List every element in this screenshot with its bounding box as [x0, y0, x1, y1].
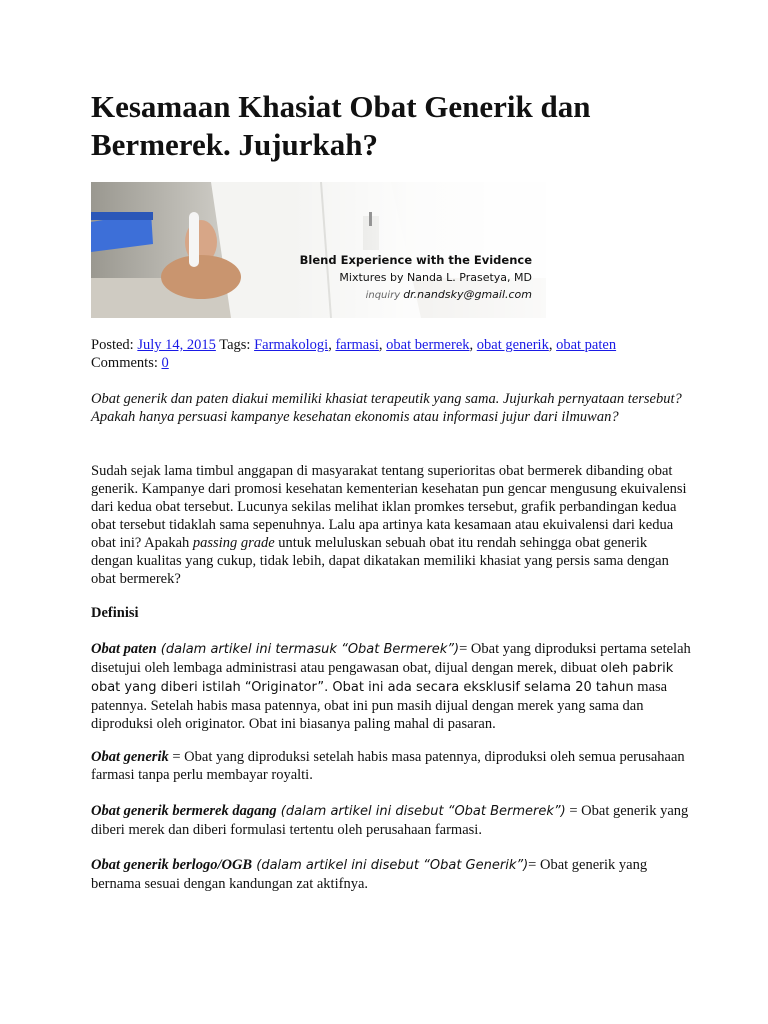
tag-link-obat-generik[interactable]: obat generik: [476, 337, 549, 353]
inquiry-label: inquiry: [365, 290, 401, 301]
hero-author: Mixtures by Nanda L. Prasetya, MD: [339, 271, 532, 284]
note-obat-generik-bermerek: (dalam artikel ini disebut “Obat Bermerek”): [276, 804, 566, 819]
intro-paragraph: Obat generik dan paten diakui memiliki khasiat terapeutik yang sama. Jujurkah pernyataan tersebut? Apakah hanya persuasi kampanye kesehatan ekonomis atau informasi jujur dari ilmuwan?: [91, 391, 682, 425]
def-text-bermerek: = Obat generik yang diberi merek dan diberi formulasi tertentu oleh perusahaan farmasi.: [91, 803, 689, 838]
body-text-2: untuk meluluskan sebuah obat itu rendah sehingga obat generik dengan kualitas yang cukup, tidak lebih, dapat dikatakan memiliki khasiat yang persis sama dengan obat bermerek?: [91, 535, 669, 587]
note-obat-paten: (dalam artikel ini termasuk “Obat Bermerek”): [156, 642, 460, 657]
post-date-link[interactable]: July 14, 2015: [137, 337, 216, 353]
note-ogb: (dalam artikel ini disebut “Obat Generik”): [252, 858, 529, 873]
def-text-paten-2: masa patennya. Setelah habis masa patennya, obat ini pun masih dijual dengan merek yang sama dan diproduksi oleh originator. Obat ini biasanya paling mahal di pasaran.: [91, 679, 668, 732]
term-obat-generik: Obat generik: [91, 749, 169, 765]
hero-email: dr.nandsky@gmail.com: [403, 288, 532, 301]
tags-label: Tags:: [219, 337, 251, 353]
def-text-paten-sans: oleh pabrik obat yang diberi istilah “Originator”. Obat ini ada secara eksklusif selama 20 tahun: [91, 661, 674, 695]
term-obat-paten: Obat paten: [91, 641, 157, 657]
comments-count-link[interactable]: 0: [161, 355, 169, 371]
def-text-generik: = Obat yang diproduksi setelah habis masa patennya, diproduksi oleh semua perusahaan farmasi tanpa perlu membayar royalti.: [91, 749, 685, 783]
body-text-1: Sudah sejak lama timbul anggapan di masyarakat tentang superioritas obat bermerek dibanding obat generik. Kampanye dari promosi kesehatan kementerian kesehatan pun gencar mengusung ekuivalensi dari kedua obat tersebut. Lucunya sekilas melihat iklan promkes tersebut, grafik perbandingan kedua obat tersebut tidaklah sama sepenuhnya. Lalu apa artinya kata kesamaan atau ekuivalensi dari kedua obat ini? Apakah: [91, 463, 687, 551]
term-ogb: Obat generik berlogo/OGB: [91, 857, 253, 873]
definition-obat-generik: [91, 748, 691, 784]
post-meta: Posted: July 14, 2015 Tags: Farmakologi, farmasi, obat bermerek, obat generik, obat paten Comments: 0: [91, 337, 617, 371]
comments-label: Comments:: [91, 355, 158, 371]
hero-caption: [300, 252, 532, 304]
article-title: Kesamaan Khasiat Obat Generik dan Bermerek. Jujurkah?: [91, 89, 591, 162]
body-emphasis: passing grade: [192, 535, 275, 551]
tag-link-obat-bermerek[interactable]: obat bermerek: [386, 337, 470, 353]
section-heading-definisi: Definisi: [91, 605, 139, 621]
posted-label: Posted:: [91, 337, 134, 353]
body-paragraph: [91, 462, 691, 588]
tag-link-farmasi[interactable]: farmasi: [335, 337, 379, 353]
definition-obat-generik-bermerek: [91, 802, 691, 839]
def-text-ogb: = Obat generik yang bernama sesuai dengan kandungan zat aktifnya.: [91, 857, 648, 892]
definition-ogb: [91, 856, 691, 893]
def-text-paten-1: = Obat yang diproduksi pertama setelah disetujui oleh lembaga administrasi atau pengawasan obat, dijual dengan merek, dibuat: [91, 641, 691, 676]
hero-tagline: Blend Experience with the Evidence: [299, 253, 532, 267]
tag-link-farmakologi[interactable]: Farmakologi: [254, 337, 329, 353]
term-obat-generik-bermerek: Obat generik bermerek dagang: [91, 803, 277, 819]
hero-image: [91, 182, 546, 318]
tag-link-obat-paten[interactable]: obat paten: [556, 337, 617, 353]
hero-contact: [300, 286, 532, 304]
definition-obat-paten: [91, 640, 691, 733]
